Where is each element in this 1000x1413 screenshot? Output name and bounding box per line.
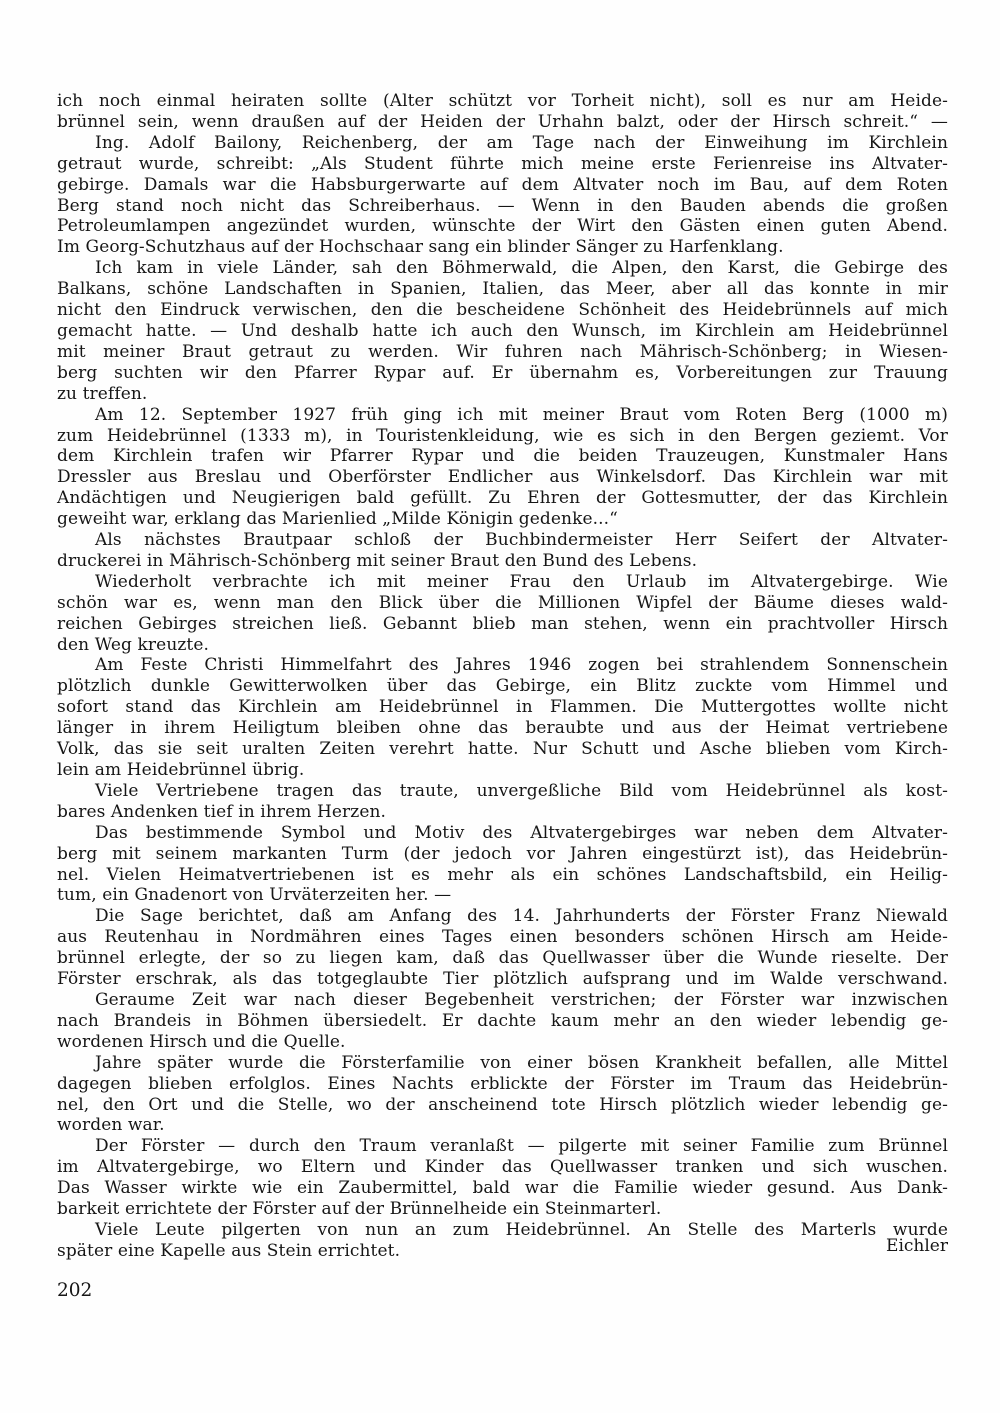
text-line: dagegen blieben erfolglos. Eines Nachts erblickte der Förster im Traum das Heidebrün- xyxy=(57,1073,948,1094)
text-line: Das bestimmende Symbol und Motiv des Altvatergebirges war neben dem Altvater- xyxy=(95,822,948,843)
paragraph xyxy=(57,405,948,530)
text-line: Volk, das sie seit uralten Zeiten verehrt hatte. Nur Schutt und Asche blieben vom Kirch- xyxy=(57,739,948,760)
text-line: Der Förster — durch den Traum veranlaßt — pilgerte mit seiner Familie zum Brünnel xyxy=(95,1136,948,1157)
text-line: Ich kam in viele Länder, sah den Böhmerwald, die Alpen, den Karst, die Gebirge des xyxy=(95,258,948,279)
text-line: Die Sage berichtet, daß am Anfang des 14. Jahrhunderts der Förster Franz Niewald xyxy=(95,906,948,927)
text-line: geweiht war, erklang das Marienlied „Milde Königin gedenke...“ xyxy=(57,509,618,530)
text-line: Ing. Adolf Bailony, Reichenberg, der am Tage nach der Einweihung im Kirchlein xyxy=(95,132,948,153)
text-line: aus Reutenhau in Nordmähren eines Tages einen besonders schönen Hirsch am Heide- xyxy=(57,927,948,948)
paragraph xyxy=(57,91,948,133)
text-line: berg suchten wir den Pfarrer Rypar auf. Er übernahm es, Vorbereitungen zur Trauung xyxy=(57,362,948,383)
text-line: Geraume Zeit war nach dieser Begebenheit verstrichen; der Förster war inzwischen xyxy=(95,989,948,1010)
text-line: Jahre später wurde die Försterfamilie von einer bösen Krankheit befallen, alle Mittel xyxy=(95,1052,948,1073)
paragraph xyxy=(57,655,948,780)
paragraph xyxy=(57,258,948,404)
text-line: ich noch einmal heiraten sollte (Alter schützt vor Torheit nicht), soll es nur am Heide- xyxy=(57,91,948,111)
text-line: brünnel erlegte, der so zu liegen kam, daß das Quellwasser über die Wunde rieselte. Der xyxy=(57,948,948,969)
text-line: schön war es, wenn man den Blick über die Millionen Wipfel der Bäume dieses wald- xyxy=(57,592,948,613)
text-line: druckerei in Mährisch-Schönberg mit seiner Braut den Bund des Lebens. xyxy=(57,550,698,571)
paragraph xyxy=(57,572,948,656)
text-line: Viele Leute pilgerten von nun an zum Heidebrünnel. An Stelle des Marterls wurde xyxy=(95,1219,948,1240)
text-line: Am Feste Christi Himmelfahrt des Jahres 1946 zogen bei strahlendem Sonnenschein xyxy=(95,655,948,676)
text-line: nach Brandeis in Böhmen übersiedelt. Er dachte kaum mehr an den wieder lebendig ge- xyxy=(57,1010,948,1031)
text-line: Im Georg-Schutzhaus auf der Hochschaar sang ein blinder Sänger zu Harfenklang. xyxy=(57,237,784,258)
paragraph xyxy=(57,530,948,572)
text-line: zum Heidebrünnel (1333 m), in Touristenkleidung, wie es sich in den Bergen geziemt. Vor xyxy=(57,425,948,446)
paragraph xyxy=(57,1136,948,1220)
text-line: worden war. xyxy=(57,1115,165,1136)
page-number: 202 xyxy=(57,1280,93,1301)
text-line: den Weg kreuzte. xyxy=(57,634,210,655)
paragraph xyxy=(57,781,948,823)
text-line: Berg stand noch nicht das Schreiberhaus. — Wenn in den Bauden abends die großen xyxy=(57,195,948,216)
text-line: Viele Vertriebene tragen das traute, unvergeßliche Bild vom Heidebrünnel als kost- xyxy=(95,780,948,801)
text-line: gebirge. Damals war die Habsburgerwarte auf dem Altvater noch im Bau, auf dem Roten xyxy=(57,174,948,195)
text-line: bares Andenken tief in ihrem Herzen. xyxy=(57,801,387,822)
paragraph xyxy=(57,133,948,258)
text-line: berg mit seinem markanten Turm (der jedoch vor Jahren eingestürzt ist), das Heidebrün- xyxy=(57,843,948,864)
paragraph xyxy=(57,990,948,1053)
text-line: brünnel sein, wenn draußen auf der Heiden der Urhahn balzt, oder der Hirsch schreit.“ — xyxy=(57,111,948,132)
text-line: Als nächstes Brautpaar schloß der Buchbindermeister Herr Seifert der Altvater- xyxy=(95,530,948,551)
text-line: plötzlich dunkle Gewitterwolken über das Gebirge, ein Blitz zuckte vom Himmel und xyxy=(57,676,948,697)
paragraph xyxy=(57,823,948,907)
text-line: nel. Vielen Heimatvertriebenen ist es mehr als ein schönes Landschaftsbild, ein Heilig- xyxy=(57,864,948,885)
text-line: länger in ihrem Heiligtum bleiben ohne das beraubte und aus der Heimat vertriebene xyxy=(57,718,948,739)
text-block xyxy=(57,91,948,1262)
text-line: zu treffen. xyxy=(57,383,148,404)
text-line: Andächtigen und Neugierigen bald gefüllt. Zu Ehren der Gottesmutter, der das Kirchlein xyxy=(57,488,948,509)
text-line: Wiederholt verbrachte ich mit meiner Frau den Urlaub im Altvatergebirge. Wie xyxy=(95,571,948,592)
text-line: im Altvatergebirge, wo Eltern und Kinder das Quellwasser tranken und sich wuschen. xyxy=(57,1157,948,1178)
paragraph xyxy=(57,1053,948,1137)
text-line: gemacht hatte. — Und deshalb hatte ich auch den Wunsch, im Kirchlein am Heidebrünnel xyxy=(57,320,948,341)
paragraph xyxy=(57,906,948,990)
text-line: später eine Kapelle aus Stein errichtet. xyxy=(57,1240,401,1261)
text-line: tum, ein Gnadenort von Urväterzeiten her. — xyxy=(57,885,452,906)
text-line: Das Wasser wirkte wie ein Zaubermittel, bald war die Familie wieder gesund. Aus Dank- xyxy=(57,1178,948,1199)
text-line: Petroleumlampen angezündet wurden, wünschte der Wirt den Gästen einen guten Abend. xyxy=(57,216,948,237)
text-line: Förster erschrak, als das totgeglaubte Tier plötzlich aufsprang und im Walde verschwand. xyxy=(57,969,948,990)
text-line: lein am Heidebrünnel übrig. xyxy=(57,760,305,780)
text-line: mit meiner Braut getraut zu werden. Wir fuhren nach Mährisch-Schönberg; in Wiesen- xyxy=(57,341,948,362)
text-line: getraut wurde, schreibt: „Als Student führte mich meine erste Ferienreise ins Altvater- xyxy=(57,153,948,174)
text-line: wordenen Hirsch und die Quelle. xyxy=(57,1031,346,1052)
text-line: Dressler aus Breslau und Oberförster Endlicher aus Winkelsdorf. Das Kirchlein war mit xyxy=(57,467,948,488)
text-line: Am 12. September 1927 früh ging ich mit meiner Braut vom Roten Berg (1000 m) xyxy=(95,404,948,425)
text-line: dem Kirchlein trafen wir Pfarrer Rypar und die beiden Trauzeugen, Kunstmaler Hans xyxy=(57,446,948,467)
text-line: barkeit errichtete der Förster auf der Brünnelheide ein Steinmarterl. xyxy=(57,1199,662,1220)
text-line: nel, den Ort und die Stelle, wo der anscheinend tote Hirsch plötzlich wieder lebendig ge- xyxy=(57,1094,948,1115)
text-line: reichen Gebirges streichen ließ. Gebannt blieb man stehen, wenn ein prachtvoller Hirsch xyxy=(57,613,948,634)
paragraph xyxy=(57,1220,948,1262)
text-line: nicht den Eindruck verwischen, den die bescheidene Schönheit des Heidebrünnels auf mich xyxy=(57,300,948,321)
text-line: Balkans, schöne Landschaften in Spanien, Italien, das Meer, aber all das konnte in mir xyxy=(57,279,948,300)
text-line: sofort stand das Kirchlein am Heidebrünnel in Flammen. Die Muttergottes wollte nicht xyxy=(57,697,948,718)
author-signature: Eichler xyxy=(886,1236,948,1256)
